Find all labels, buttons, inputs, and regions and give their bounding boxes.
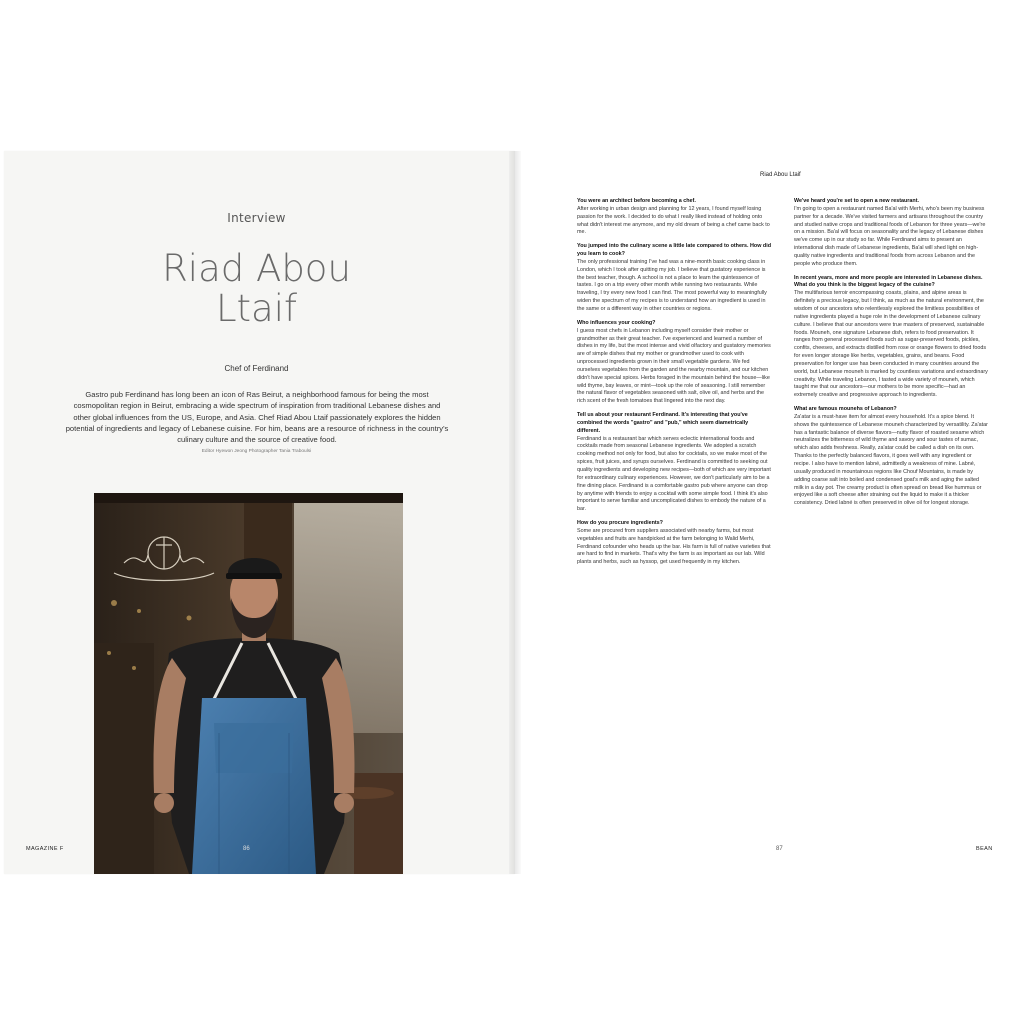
interview-column-2 [794,198,988,514]
qa-block [794,406,988,508]
subject-role: Chef of Ferdinand [224,364,289,373]
answer: After working in urban design and planning for 12 years, I found myself losing passion for the work. I decided to do what I really liked instead of holding onto what didn't interest me anymore, and my old dream of being a chef came back to me. [577,205,770,236]
qa-block [794,275,988,401]
qa-block [577,243,771,314]
question: What are famous mounehs of Lebanon? [794,406,897,413]
question: You jumped into the culinary scene a little late compared to others. How did you learn to cook? [577,243,771,258]
answer: I guess most chefs in Lebanon including myself consider their mother or grandmother as their great teacher. I've experienced and learned a number of dishes in my life, but the most intense and vivid olfactory and gustatory memories are of simple dishes that my mother or grandmother used to cook with unprocessed ingredients grown in their small vegetable gardens. We fed ourselves vegetables from the garden and the nearby mountain, and our kitchen didn't have special spices. Herbs foraged in the mountain behind the house—like wild thyme, bay leaves, or mint—took up the role of seasoning. I still remember the natural flavor of vegetables seasoned with salt, olive oil, and herbs and the rich scent of the fresh tomatoes that lingered into the next day. [577,327,771,405]
section-kicker: Interview [227,211,286,225]
qa-block [577,320,771,406]
spine-gutter [509,151,521,874]
answer: Za'atar is a must-have item for almost every household. It's a spice blend. It shows the quintessence of Lebanese mouneh characterized by versatility. Za'atar has a fantastic balance of diverse flavors—nutty flavor of roasted sesame which neutralizes the bitterness of wild thyme and savory and sour tastes of sumac, which also adds freshness. Really, za'atar could be called a dish on its own. Thanks to the perfectly balanced flavors, it goes well with any ingredient or recipe. I also have to mention labné, admittedly a weakness of mine. Labné, usually produced in mountainous regions like Chouf Mountains, is made by adding coarse salt into boiled and condensed goat's milk and aging the salted milk in a day pot. The creamy product is often spread on bread like hummus or enjoyed like a soft cheese after straining out the liquid to make it a thicker consistency. Dried labné is often preserved in olive oil for longest storage. [794,413,988,507]
answer: I'm going to open a restaurant named Ba'al with Merhi, who's been my business partner for a decade. We've visited farmers and artisans throughout the country and studied native crops and traditional foods of Lebanon for three years—we're on a mission. Ba'al will focus on seasonality and the legacy of Lebanese dishes we've come up in our study so far. While Ferdinand aims to present an international dish made of Lebanese ingredients, Ba'al will shed light on high-quality native ingredients and traditional foods from across Lebanon and the people who produce them. [794,205,986,267]
headline-line-1: Riad Abou [162,247,351,290]
headline-line-2: Ltaif [215,287,298,330]
intro-paragraph: Gastro pub Ferdinand has long been an icon of Ras Beirut, a neighborhood famous for being the most cosmopolitan region in Beirut, embracing a wide spectrum of inspiration from traditional Lebanese dishes and other global influences from the US, Europe, and Asia. Chef Riad Abou Ltaif passionately explores the hidden potential of ingredients and legacy of Lebanese cuisine. For him, beans are a resource of richness in the country's culinary culture and the source of creative food. [65,390,449,445]
right-folio: BEAN [976,846,993,852]
question: Tell us about your restaurant Ferdinand. It's interesting that you've combined the words "gastro" and "pub," which seem diametrically different. [577,412,749,434]
running-head: Riad Abou Ltaif [760,172,801,178]
question: We've heard you're set to open a new restaurant. [794,198,919,204]
left-folio: MAGAZINE F [26,846,64,852]
question: Who influences your cooking? [577,319,656,326]
left-page [4,151,515,874]
qa-block [577,198,771,237]
question: How do you procure ingredients? [577,520,663,527]
interview-headline [4,249,509,329]
answer: The only professional training I've had was a nine-month basic cooking class in London, which I took after quitting my job. I believe that gustatory experience is the best teacher, though. A school is not a place to learn the quintessence of tastes. I go on a trip every other month while running two restaurants. While traveling, I try every new food I can find. The most powerful way to meaningfully widen the spectrum of my recipes is to understand how an ingredient is used in the same or a different way in other countries or regions. [577,258,767,312]
question: You were an architect before becoming a chef. [577,198,696,204]
qa-block [577,412,771,514]
question: In recent years, more and more people are interested in Lebanese dishes. What do you think is the biggest legacy of the cuisine? [794,274,983,289]
photo-credits: Editor Hyewon Jeong Photographer Tania Traboulsi [201,449,312,454]
chef-portrait-photo [94,493,403,874]
interview-column-1 [577,198,771,573]
right-page-number: 87 [776,846,783,852]
answer: Ferdinand is a restaurant bar which serves eclectic international foods and cocktails made from seasonal Lebanese ingredients. We adopted a scratch cooking method not only for food, but also for cocktails, so we make most of the spices, fruit juices, and syrups ourselves. Ferdinand is committed to seeking out quality ingredients and developing new recipes—both of which are very important for extraordinary culinary experiences. However, we don't particularly aim to be a fine dining place. Ferdinand is a comfortable gastro pub where anyone can drop by anytime with friends to enjoy a cocktail with some simple food. I think it's also important to serve familiar and uncomplicated dishes to embody the nature of a bar. [577,435,771,513]
left-page-number: 86 [243,846,250,852]
qa-block [577,520,771,567]
qa-block [794,198,988,269]
answer: The multifarious terroir encompassing coasts, plains, and alpine areas is definitely a precious legacy, but I think, as much as the natural environment, the wisdom of our ancestors who relentlessly explored the limitless possibilities of native ingredients played a huge role in the development of Lebanese culinary culture. I believe that our ancestors were true masters of preserved, sustainable foods. Mouneh, one signature Lebanese dish, refers to food preservation. It ranges from general processed foods such as sugar-preserved foods, pickles, confits, cheeses, and extracts distilled from rose or orange flowers to dried foods for even longer storage like herbs, vegetables, grains, and beans. Food preservation for longer use has been conducted in many countries around the world, but Lebanese mouneh is marked by countless variations and extraordinary creativity. While traveling Lebanon, I tasted a wide variety of mouneh, which taught me that our ancestors—our mothers to be more specific—had an extremely creative and progressive approach to ingredients. [794,290,988,399]
answer: Some are procured from suppliers associated with nearby farms, but most vegetables and fruits are handpicked at the farm belonging to Walid Merhi, Ferdinand cofounder who heads up the bar. His farm is full of native varieties that are hard to find in markets. That's why the farm is as important as our lab. Wild plants and herbs, such as hyssop, get used frequently in my kitchen. [577,527,771,566]
